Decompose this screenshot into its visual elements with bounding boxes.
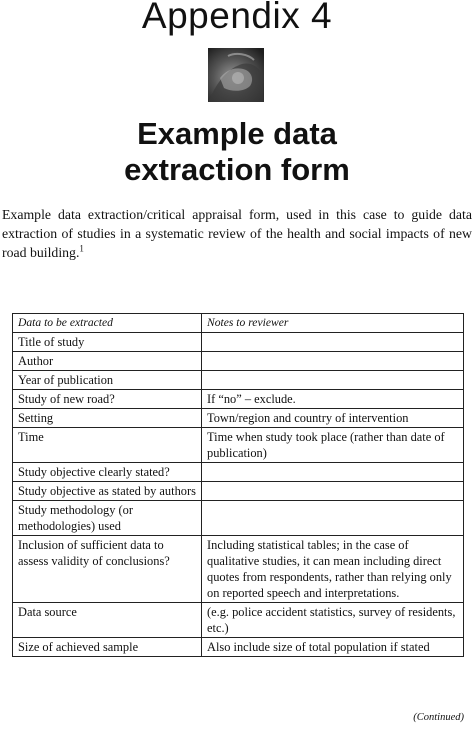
table-row [13, 333, 464, 352]
notes-cell: Time when study took place (rather than date of publication) [202, 428, 464, 463]
field-cell: Time [13, 428, 202, 463]
field-cell: Study objective clearly stated? [13, 463, 202, 482]
intro-text: Example data extraction/critical appraisal form, used in this case to guide data extraction of studies in a systematic review of the health and social impacts of new road building. [2, 207, 472, 260]
notes-cell [202, 501, 464, 536]
page-title [0, 116, 474, 188]
notes-cell [202, 352, 464, 371]
table-header-row [13, 314, 464, 333]
table-row [13, 482, 464, 501]
table-row [13, 536, 464, 603]
notes-cell: (e.g. police accident statistics, survey of residents, etc.) [202, 603, 464, 638]
appendix-label: Appendix 4 [141, 0, 333, 36]
field-cell: Author [13, 352, 202, 371]
table-row [13, 428, 464, 463]
table-row [13, 390, 464, 409]
field-cell: Year of publication [13, 371, 202, 390]
table-row [13, 638, 464, 657]
table-row [13, 371, 464, 390]
notes-cell: Also include size of total population if stated [202, 638, 464, 657]
page-title-line-2: extraction form [124, 152, 350, 187]
column-header-notes: Notes to reviewer [202, 314, 464, 333]
table-row [13, 352, 464, 371]
notes-cell [202, 463, 464, 482]
column-header-data: Data to be extracted [13, 314, 202, 333]
field-cell: Study of new road? [13, 390, 202, 409]
field-cell: Data source [13, 603, 202, 638]
notes-cell: Town/region and country of intervention [202, 409, 464, 428]
intro-paragraph [2, 205, 472, 262]
notes-cell [202, 482, 464, 501]
field-cell: Study objective as stated by authors [13, 482, 202, 501]
field-cell: Inclusion of sufficient data to assess validity of conclusions? [13, 536, 202, 603]
page-title-line-1: Example data [137, 116, 337, 151]
notes-cell: Including statistical tables; in the case of qualitative studies, it can mean including direct quotes from respondents, rather than relying only on reported speech and interpretations. [202, 536, 464, 603]
photo-thumbnail-icon [208, 48, 264, 102]
footnote-ref: 1 [79, 243, 84, 254]
notes-cell: If “no” – exclude. [202, 390, 464, 409]
continued-note: (Continued) [413, 712, 464, 723]
data-extraction-table [12, 313, 464, 657]
field-cell: Study methodology (or methodologies) used [13, 501, 202, 536]
table-row [13, 463, 464, 482]
notes-cell [202, 371, 464, 390]
field-cell: Title of study [13, 333, 202, 352]
table-row [13, 501, 464, 536]
table-row [13, 603, 464, 638]
field-cell: Size of achieved sample [13, 638, 202, 657]
notes-cell [202, 333, 464, 352]
field-cell: Setting [13, 409, 202, 428]
table-row [13, 409, 464, 428]
